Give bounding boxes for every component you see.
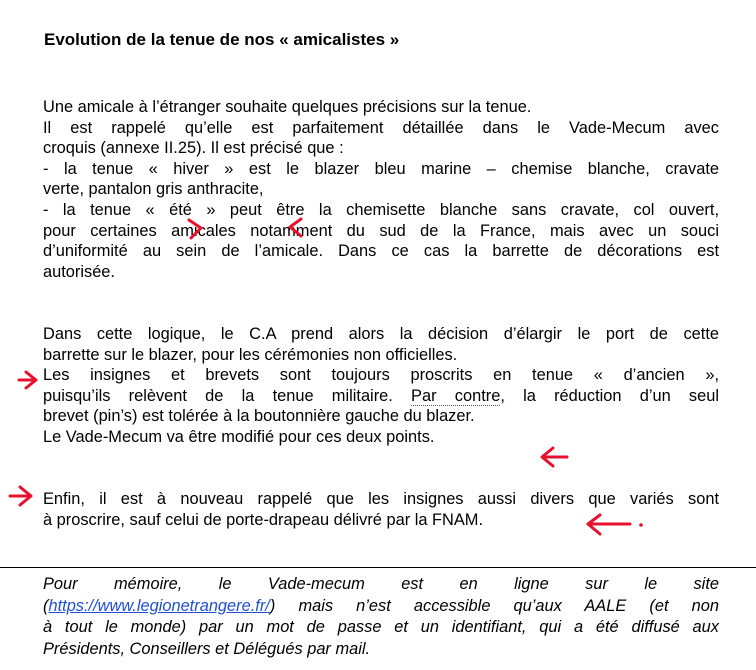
text-line: - la tenue « été » peut être la chemisette blanche sans cravate, col ouvert, — [43, 200, 719, 219]
text-line — [43, 386, 719, 407]
text-span: ) mais n’est accessible qu’aux AALE (et non — [269, 596, 719, 615]
spellcheck-underlined-phrase: Par contre — [411, 386, 501, 405]
text-line: d’uniformité au sein de l’amicale. Dans ce cas la barrette de décorations est — [43, 242, 719, 261]
red-arrow-right-icon — [10, 487, 31, 505]
text-line: Le Vade-Mecum va être modifié pour ces deux points. — [43, 427, 435, 446]
separator-line — [0, 567, 756, 568]
text-line: Enfin, il est à nouveau rappelé que les insignes aussi divers que variés sont — [43, 490, 719, 508]
text-span: , la réduction d’un seul — [500, 386, 719, 405]
text-line: - la tenue « hiver » est le blazer bleu marine – chemise blanche, cravate — [43, 159, 719, 178]
text-line: verte, pantalon gris anthracite, — [43, 180, 264, 199]
text-span: puisqu’ils relèvent de la tenue militaire. — [43, 386, 393, 405]
footer-note — [43, 574, 719, 660]
text-line: à proscrire, sauf celui de porte-drapeau délivré par la FNAM. — [43, 510, 484, 529]
document-title: Evolution de la tenue de nos « amicalistes » — [44, 30, 400, 49]
paragraph-ca-decision — [43, 324, 719, 448]
text-line: pour certaines amicales notamment du sud de la France, mais avec un souci — [43, 221, 719, 240]
text-line: croquis (annexe II.25). Il est précisé que : — [43, 139, 344, 158]
text-line: Pour mémoire, le Vade-mecum est en ligne sur le site — [43, 575, 719, 593]
text-line: barrette sur le blazer, pour les cérémonies non officielles. — [43, 345, 458, 364]
website-link[interactable]: https://www.legionetrangere.fr/ — [48, 596, 270, 615]
paragraph-insignes-reminder — [43, 489, 719, 530]
paragraph-tenue-request — [43, 97, 719, 282]
text-line: autorisée. — [43, 262, 115, 281]
text-line: Dans cette logique, le C.A prend alors la décision d’élargir le port de cette — [43, 325, 719, 343]
text-span: ( — [43, 596, 49, 615]
red-arrow-left-icon — [542, 448, 567, 466]
text-line: Présidents, Conseillers et Délégués par mail. — [43, 639, 371, 658]
text-line: brevet (pin’s) est tolérée à la boutonnière gauche du blazer. — [43, 407, 475, 426]
text-line: à tout le monde) par un mot de passe et un identifiant, qui a été diffusé aux — [43, 618, 719, 636]
text-line: Il est rappelé qu’elle est parfaitement détaillée dans le Vade-Mecum avec — [43, 118, 719, 137]
text-line: Une amicale à l’étranger souhaite quelques précisions sur la tenue. — [43, 98, 532, 116]
text-line — [43, 596, 719, 618]
text-line: Les insignes et brevets sont toujours proscrits en tenue « d’ancien », — [43, 366, 719, 385]
red-arrow-right-icon — [19, 372, 36, 388]
